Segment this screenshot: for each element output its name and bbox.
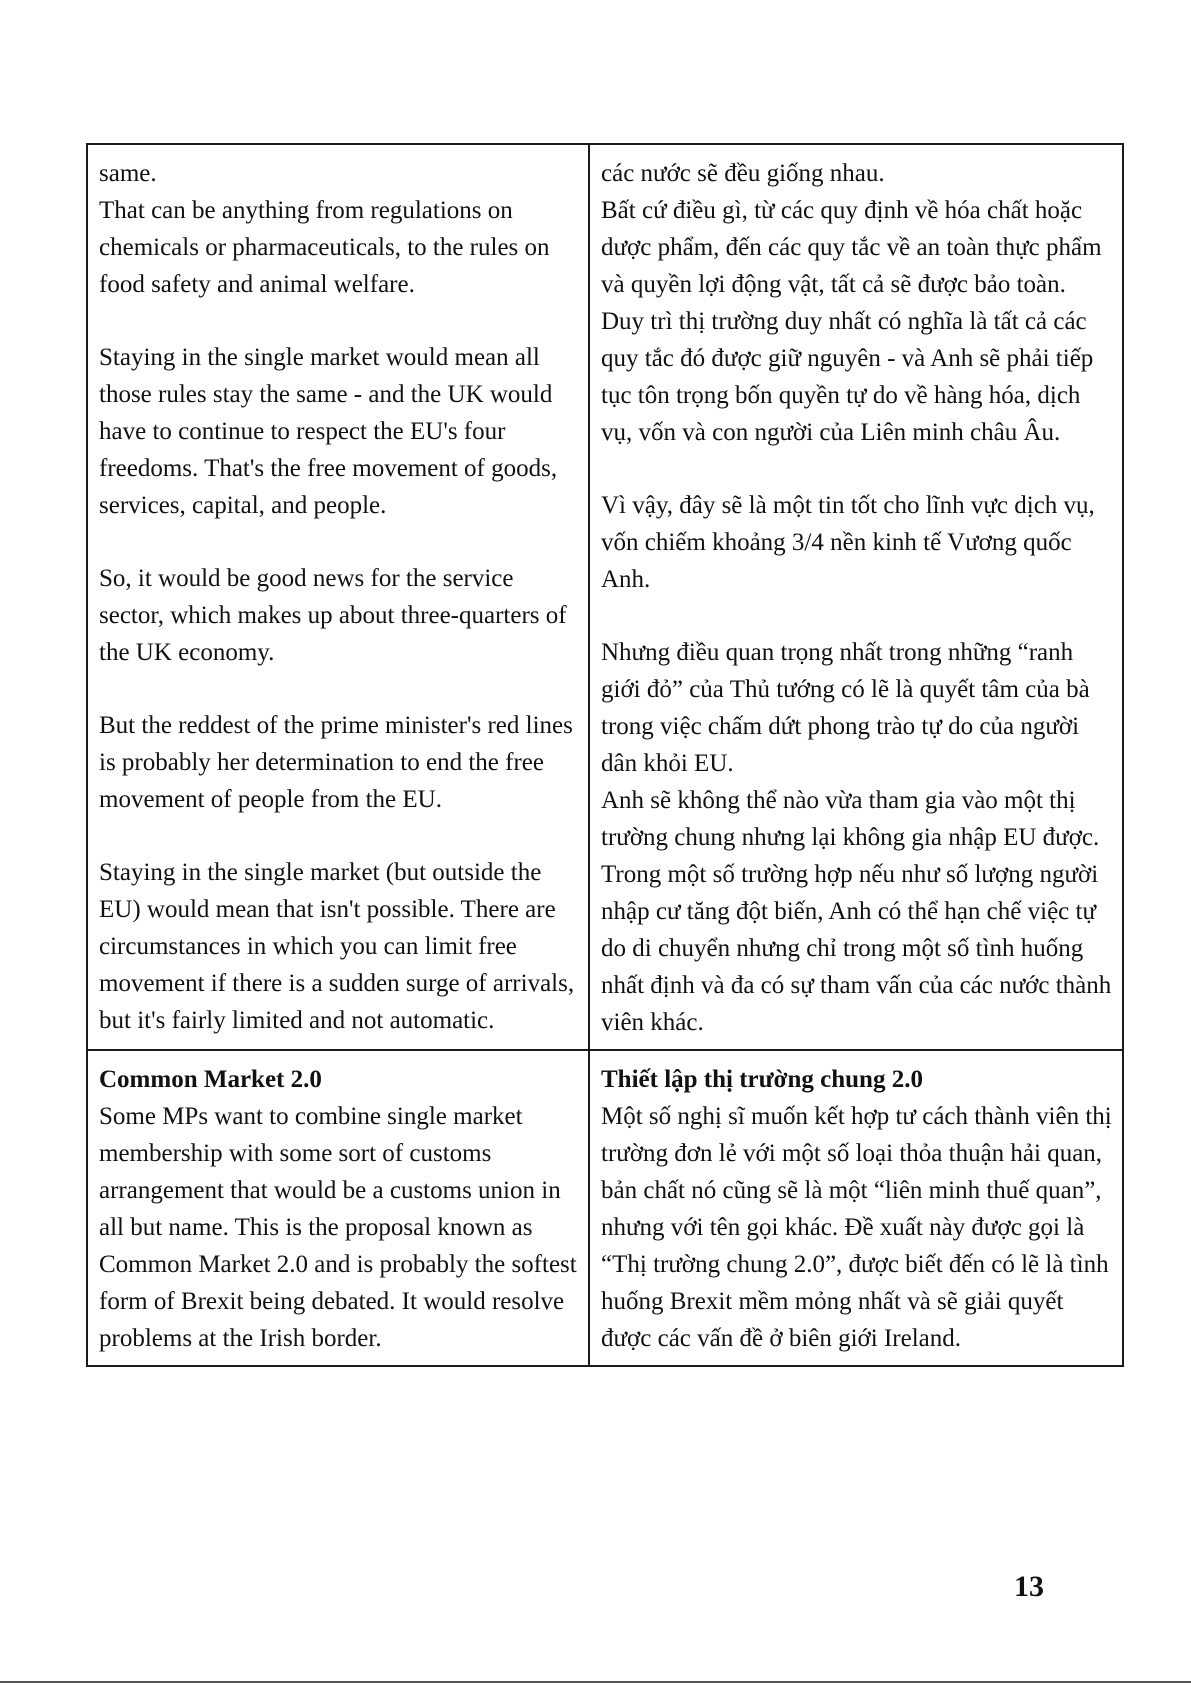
en-paragraph: So, it would be good news for the service sector, which makes up about three-quarters of the UK economy. (99, 565, 567, 666)
paragraph-gap (601, 451, 1112, 487)
paragraph-gap (99, 671, 578, 707)
en-paragraph: But the reddest of the prime minister's red lines is probably her determination to end the free movement of people from the EU. (99, 712, 573, 813)
english-cell (87, 144, 589, 1050)
en-paragraph: That can be anything from regulations on chemicals or pharmaceuticals, to the rules on food safety and animal welfare. (99, 197, 550, 298)
vi-paragraph: Nhưng điều quan trọng nhất trong những “ranh giới đỏ” của Thủ tướng có lẽ là quyết tâm của bà trong việc chấm dứt phong trào tự do của người dân khỏi EU. (601, 639, 1090, 777)
english-cell (87, 1050, 589, 1366)
paragraph-gap (99, 818, 578, 854)
bottom-divider (0, 1681, 1191, 1683)
table-row (87, 144, 1123, 1050)
vi-paragraph: Một số nghị sĩ muốn kết hợp tư cách thành viên thị trường đơn lẻ với một số loại thỏa thuận hải quan, bản chất nó cũng sẽ là một “liên minh thuế quan”, nhưng với tên gọi khác. Đề xuất này được gọi là “Thị trường chung 2.0”, được biết đến có lẽ là tình huống Brexit mềm mỏng nhất và sẽ giải quyết được các vấn đề ở biên giới Ireland. (601, 1103, 1112, 1352)
vi-section-heading: Thiết lập thị trường chung 2.0 (601, 1066, 923, 1093)
bilingual-table (86, 143, 1124, 1367)
table-row (87, 1050, 1123, 1366)
en-paragraph: Staying in the single market (but outside the EU) would mean that isn't possible. There are circumstances in which you can limit free movement if there is a sudden surge of arrivals, but it's fairly limited and not automatic. (99, 859, 575, 1034)
vi-paragraph: Vì vậy, đây sẽ là một tin tốt cho lĩnh vực dịch vụ, vốn chiếm khoảng 3/4 nền kinh tế Vương quốc Anh. (601, 492, 1095, 593)
paragraph-gap (601, 598, 1112, 634)
paragraph-gap (99, 303, 578, 339)
en-paragraph: Staying in the single market would mean all those rules stay the same - and the UK would have to continue to respect the EU's four freedoms. That's the free movement of goods, services, capital, and people. (99, 344, 558, 519)
vietnamese-cell (589, 1050, 1123, 1366)
page-number: 13 (1014, 1570, 1044, 1603)
en-paragraph: same. (99, 160, 157, 187)
paragraph-gap (99, 524, 578, 560)
vi-paragraph: Anh sẽ không thể nào vừa tham gia vào một thị trường chung nhưng lại không gia nhập EU được. Trong một số trường hợp nếu như số lượng người nhập cư tăng đột biến, Anh có thể hạn chế việc tự do di chuyển nhưng chỉ trong một số tình huống nhất định và đa có sự tham vấn của các nước thành viên khác. (601, 787, 1112, 1036)
vietnamese-cell (589, 144, 1123, 1050)
en-paragraph: Some MPs want to combine single market membership with some sort of customs arrangement that would be a customs union in all but name. This is the proposal known as Common Market 2.0 and is probably the softest form of Brexit being debated. It would resolve problems at the Irish border. (99, 1103, 577, 1352)
vi-paragraph: Duy trì thị trường duy nhất có nghĩa là tất cả các quy tắc đó được giữ nguyên - và Anh sẽ phải tiếp tục tôn trọng bốn quyền tự do về hàng hóa, dịch vụ, vốn và con người của Liên minh châu Âu. (601, 308, 1094, 446)
vi-paragraph: Bất cứ điều gì, từ các quy định về hóa chất hoặc dược phẩm, đến các quy tắc về an toàn thực phẩm và quyền lợi động vật, tất cả sẽ được bảo toàn. (601, 197, 1102, 298)
vi-paragraph: các nước sẽ đều giống nhau. (601, 160, 885, 187)
en-section-heading: Common Market 2.0 (99, 1066, 322, 1093)
